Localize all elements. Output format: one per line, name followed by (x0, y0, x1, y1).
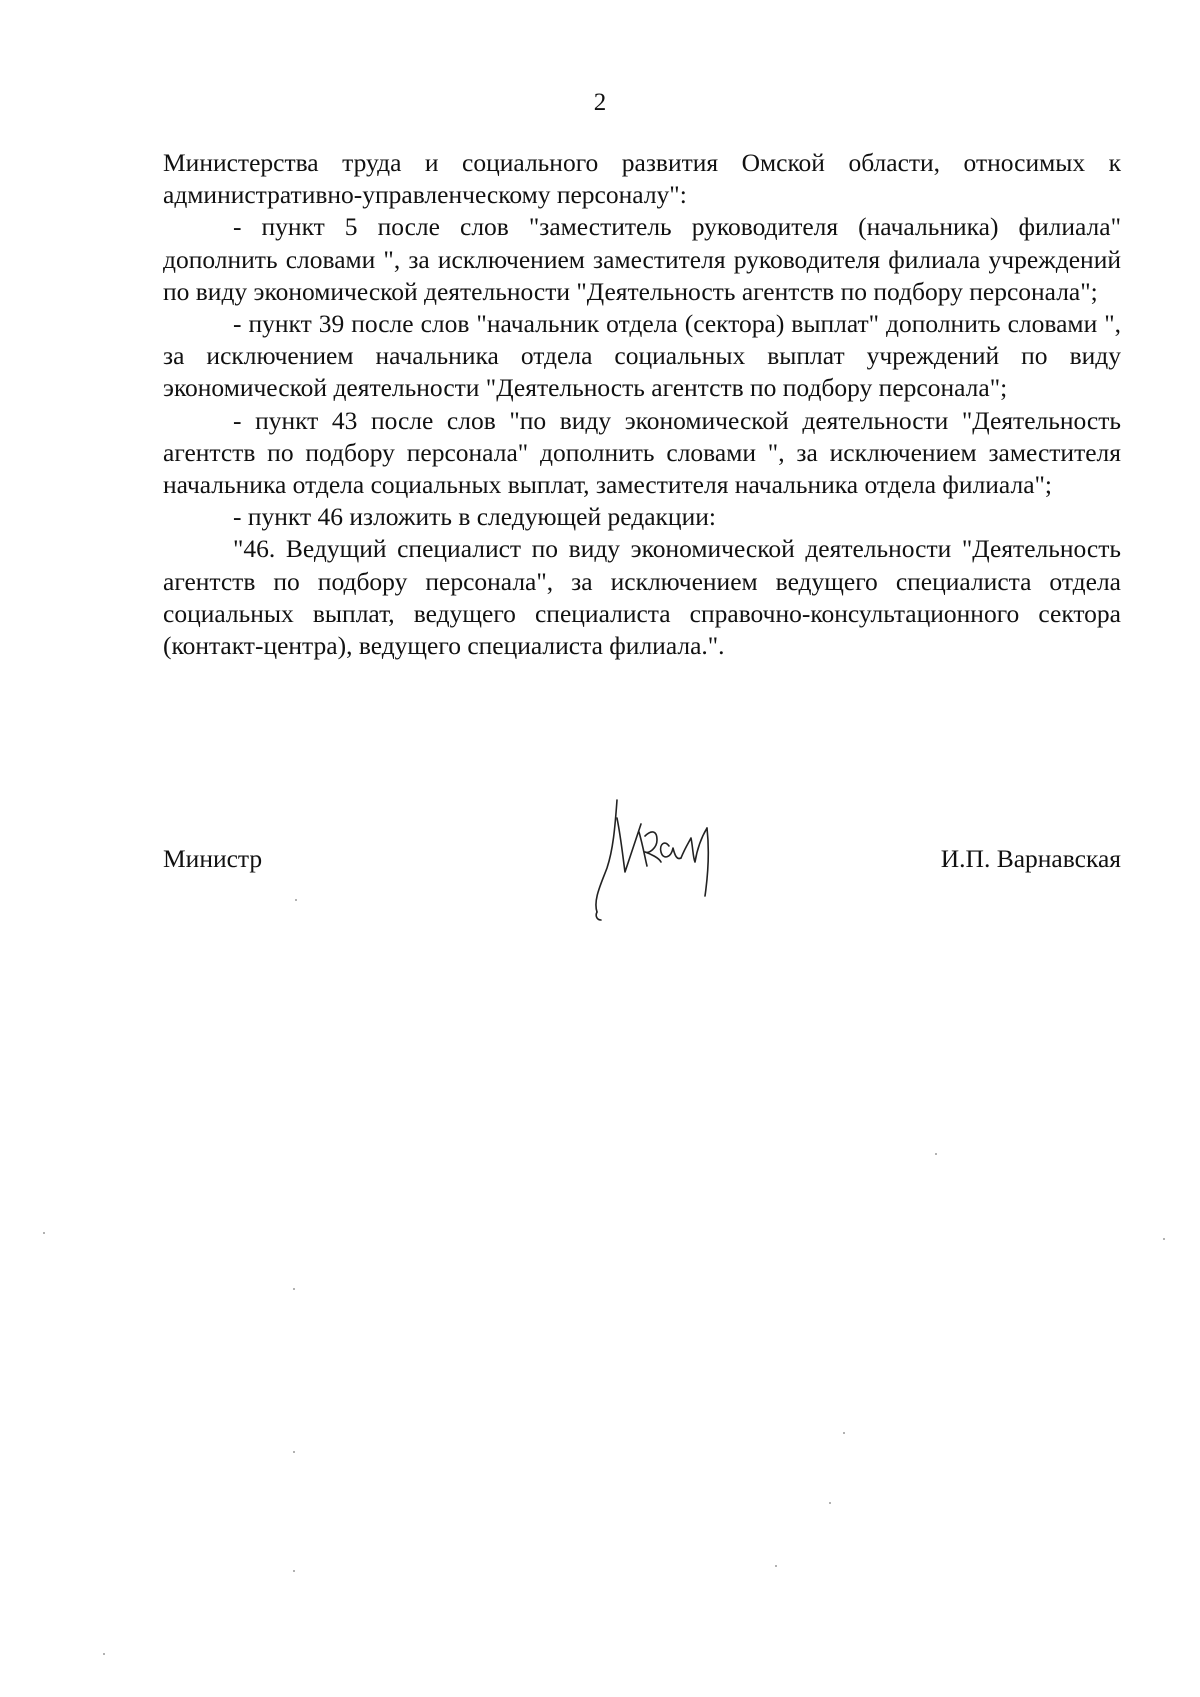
scan-speck (43, 1232, 45, 1234)
scan-speck (103, 1653, 105, 1655)
document-body (163, 147, 1121, 662)
paragraph-continuation: Министерства труда и социального развития Омской области, относимых к административно-управленческому персоналу": (163, 148, 1121, 210)
signatory-name: И.П. Варнавская (940, 844, 1121, 873)
scan-speck (1163, 1238, 1165, 1240)
handwritten-signature (585, 788, 765, 928)
scan-speck (829, 1502, 831, 1504)
paragraph-item-43: - пункт 43 после слов "по виду экономической деятельности "Деятельность агентств по подбору персонала" дополнить словами ", за исключением заместителя начальника отдела социальных выплат, заместителя начальника отдела филиала"; (163, 405, 1121, 500)
scan-speck (935, 1153, 937, 1155)
paragraph-item-39: - пункт 39 после слов "начальник отдела (сектора) выплат" дополнить словами ", за исключением начальника отдела социальных выплат учреждений по виду экономической деятельности "Деятельность агентств по подбору персонала"; (163, 309, 1121, 403)
signatory-position: Министр (163, 844, 263, 873)
scan-speck (293, 1570, 295, 1572)
scan-speck (293, 1451, 295, 1453)
scan-speck (843, 1432, 845, 1434)
paragraph-item-46-text: "46. Ведущий специалист по виду экономической деятельности "Деятельность агентств по подбору персонала", за исключением ведущего специалиста отдела социальных выплат, ведущего специалиста справочно-консультационного сектора (контакт-центра), ведущего специалиста филиала.". (163, 534, 1121, 661)
scan-speck (295, 899, 297, 901)
scan-speck (293, 1288, 295, 1290)
page-number: 2 (593, 89, 607, 116)
scan-speck (775, 1565, 777, 1567)
paragraph-item-5: - пункт 5 после слов "заместитель руководителя (начальника) филиала" дополнить словами ", за исключением заместителя руководителя филиала учреждений по виду экономической деятельности "Деятельность агентств по подбору персонала"; (163, 212, 1121, 306)
paragraph-item-46: - пункт 46 изложить в следующей редакции: (233, 502, 716, 532)
